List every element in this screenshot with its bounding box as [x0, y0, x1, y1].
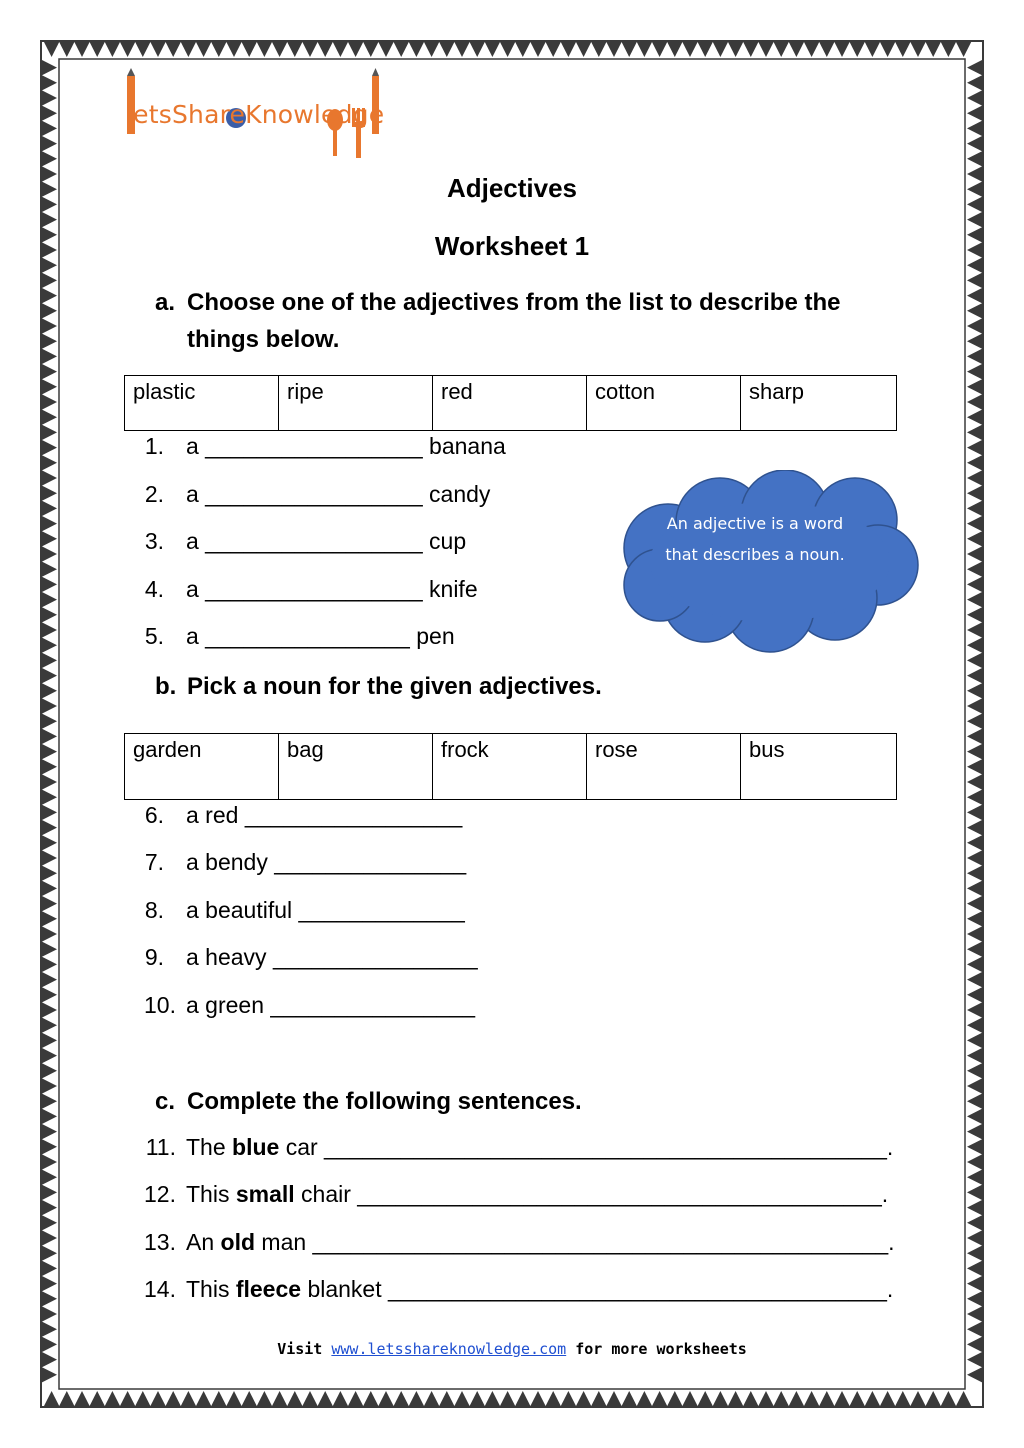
- page-subtitle: Worksheet 1: [434, 231, 590, 261]
- section-b-instruction: Pick a noun for the given adjectives.: [187, 673, 602, 700]
- section-b-label: b.: [155, 673, 177, 700]
- callout-text: An adjective is a word that describes a noun.: [665, 514, 845, 564]
- word-bank-cell: garden: [125, 734, 279, 800]
- word-bank-cell: plastic: [125, 376, 279, 431]
- word-bank-cell: cotton: [587, 376, 741, 431]
- section-c-heading: [155, 1083, 867, 1120]
- brand-logo-text: letsShareKnowledge: [126, 100, 385, 129]
- word-bank-cell: ripe: [279, 376, 433, 431]
- section-a-heading: [155, 284, 867, 358]
- footer: [0, 1340, 1024, 1358]
- section-a-instruction: Choose one of the adjectives from the list to describe the things below.: [187, 289, 841, 353]
- section-b-heading: [155, 668, 867, 705]
- word-bank-cell: bag: [279, 734, 433, 800]
- section-c-label: c.: [155, 1088, 176, 1115]
- word-bank-cell: sharp: [741, 376, 897, 431]
- word-bank-a: [124, 375, 897, 431]
- section-c-instruction: Complete the following sentences.: [187, 1088, 582, 1115]
- word-bank-cell: red: [433, 376, 587, 431]
- word-bank-cell: rose: [587, 734, 741, 800]
- footer-more: for more worksheets: [575, 1340, 747, 1358]
- word-bank-cell: bus: [741, 734, 897, 800]
- word-bank-cell: frock: [433, 734, 587, 800]
- footer-visit: Visit: [277, 1340, 323, 1358]
- footer-link[interactable]: www.letsshareknowledge.com: [331, 1340, 567, 1358]
- word-bank-b: [124, 733, 897, 800]
- page-title: Adjectives: [446, 173, 578, 203]
- section-a-label: a.: [155, 289, 176, 316]
